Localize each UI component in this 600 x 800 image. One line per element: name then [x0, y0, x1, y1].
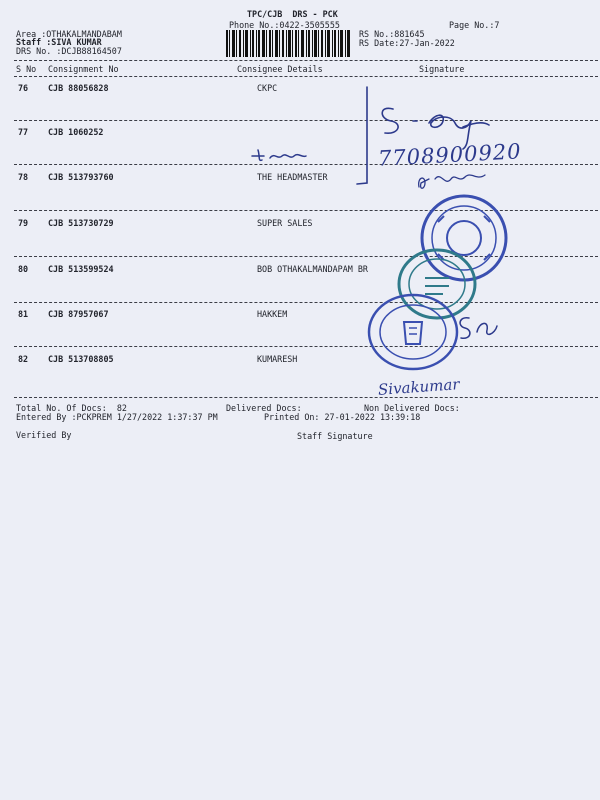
- divider: [14, 210, 598, 211]
- row-sno: 77: [18, 127, 29, 137]
- row-consignee: CKPC: [257, 83, 278, 93]
- row-sno: 81: [18, 309, 29, 319]
- phone-number: Phone No.:0422-3505555: [229, 20, 340, 30]
- divider: [14, 76, 598, 77]
- col-signature: Signature: [419, 64, 465, 74]
- row-consignee: KUMARESH: [257, 354, 298, 364]
- institute-seal-stamp: [366, 292, 460, 372]
- row-sno: 82: [18, 354, 29, 364]
- row-consignment: CJB 87957067: [48, 309, 109, 319]
- divider: [14, 60, 598, 61]
- row-consignment: CJB 513599524: [48, 264, 114, 274]
- divider: [14, 256, 598, 257]
- col-consignee: Consignee Details: [237, 64, 323, 74]
- staff-label: Staff :SIVA KUMAR: [16, 37, 102, 47]
- row-sno: 76: [18, 83, 29, 93]
- handwritten-phone: 7708900920: [377, 139, 523, 171]
- col-consignment: Consignment No: [48, 64, 119, 74]
- row-consignee: SUPER SALES: [257, 218, 313, 228]
- verified-by: Verified By: [16, 430, 72, 440]
- row-consignee: THE HEADMASTER: [257, 172, 328, 182]
- barcode: [226, 30, 350, 57]
- rs-number: RS No.:881645: [359, 29, 425, 39]
- row-consignee: HAKKEM: [257, 309, 288, 319]
- printed-on: Printed On: 27-01-2022 13:39:18: [264, 412, 421, 422]
- row-sno: 79: [18, 218, 29, 228]
- area-label: Area :OTHAKALMANDABAM: [16, 29, 122, 39]
- delivered-docs: Delivered Docs:: [226, 403, 302, 413]
- total-docs: Total No. Of Docs: 82: [16, 403, 127, 413]
- col-sno: S No: [16, 64, 37, 74]
- row-consignment: CJB 513730729: [48, 218, 114, 228]
- initial-scribble: [250, 146, 310, 166]
- receiver-scribble: [415, 165, 495, 195]
- entered-by: Entered By :PCKPREM 1/27/2022 1:37:37 PM: [16, 412, 218, 422]
- non-delivered-docs: Non Delivered Docs:: [364, 403, 460, 413]
- row-sno: 78: [18, 172, 29, 182]
- row-consignment: CJB 1060252: [48, 127, 104, 137]
- row-consignment: CJB 513708805: [48, 354, 114, 364]
- rs-date: RS Date:27-Jan-2022: [359, 38, 455, 48]
- divider: [14, 120, 598, 121]
- staff-signature-label: Staff Signature: [297, 431, 373, 441]
- divider: [14, 397, 598, 398]
- row-consignment: CJB 88056828: [48, 83, 109, 93]
- row-consignee: BOB OTHAKALMANDAPAM BR: [257, 264, 368, 274]
- handwritten-signature: Sivakumar: [377, 375, 461, 399]
- page-number: Page No.:7: [449, 20, 500, 30]
- divider: [14, 302, 598, 303]
- drs-number: DRS No. :DCJB88164507: [16, 46, 122, 56]
- row-consignment: CJB 513793760: [48, 172, 114, 182]
- divider: [14, 346, 598, 347]
- row-sno: 80: [18, 264, 29, 274]
- doc-title: TPC/CJB DRS - PCK: [247, 9, 338, 19]
